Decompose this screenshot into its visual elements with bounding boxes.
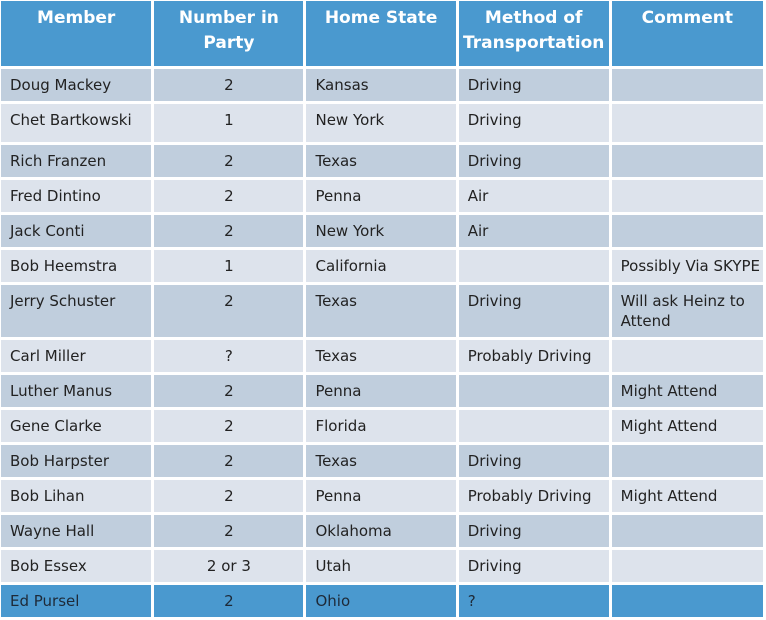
table-row bbox=[1, 375, 763, 407]
cell-number: 2 bbox=[154, 375, 303, 407]
cell-member: Bob Lihan bbox=[1, 480, 151, 512]
cell-number: 2 bbox=[154, 180, 303, 212]
cell-number: 1 bbox=[154, 104, 303, 142]
table-row bbox=[1, 585, 763, 617]
cell-state: California bbox=[306, 250, 455, 282]
table-row bbox=[1, 145, 763, 177]
cell-state: Texas bbox=[306, 145, 455, 177]
cell-number: 2 bbox=[154, 515, 303, 547]
cell-state: Utah bbox=[306, 550, 455, 582]
cell-comment bbox=[612, 104, 763, 142]
cell-member: Chet Bartkowski bbox=[1, 104, 151, 142]
table-row bbox=[1, 104, 763, 142]
cell-method: Air bbox=[459, 180, 609, 212]
cell-comment: Might Attend bbox=[612, 410, 763, 442]
cell-member: Carl Miller bbox=[1, 340, 151, 372]
header-row bbox=[1, 1, 763, 66]
table-row bbox=[1, 180, 763, 212]
cell-state: Florida bbox=[306, 410, 455, 442]
cell-method: Driving bbox=[459, 104, 609, 142]
header-home-state: Home State bbox=[306, 1, 455, 66]
cell-number: 2 bbox=[154, 480, 303, 512]
cell-number: 2 or 3 bbox=[154, 550, 303, 582]
cell-method: Driving bbox=[459, 69, 609, 101]
cell-member: Wayne Hall bbox=[1, 515, 151, 547]
cell-member: Doug Mackey bbox=[1, 69, 151, 101]
header-member: Member bbox=[1, 1, 151, 66]
cell-state: Penna bbox=[306, 375, 455, 407]
cell-method: Driving bbox=[459, 285, 609, 337]
cell-state: Texas bbox=[306, 340, 455, 372]
cell-comment: Might Attend bbox=[612, 480, 763, 512]
header-method-of-transportation: Method of Transportation bbox=[459, 1, 609, 66]
cell-number: 2 bbox=[154, 585, 303, 617]
table-row bbox=[1, 410, 763, 442]
cell-comment bbox=[612, 69, 763, 101]
cell-method: Driving bbox=[459, 550, 609, 582]
cell-comment: Possibly Via SKYPE bbox=[612, 250, 763, 282]
header-comment: Comment bbox=[612, 1, 763, 66]
cell-number: ? bbox=[154, 340, 303, 372]
cell-method: Probably Driving bbox=[459, 340, 609, 372]
cell-comment: Will ask Heinz to Attend bbox=[612, 285, 763, 337]
cell-method: Air bbox=[459, 215, 609, 247]
cell-state: Texas bbox=[306, 445, 455, 477]
cell-method bbox=[459, 375, 609, 407]
cell-number: 2 bbox=[154, 145, 303, 177]
cell-comment bbox=[612, 445, 763, 477]
table-row bbox=[1, 515, 763, 547]
table-row bbox=[1, 285, 763, 337]
cell-method: Probably Driving bbox=[459, 480, 609, 512]
cell-member: Gene Clarke bbox=[1, 410, 151, 442]
cell-member: Jerry Schuster bbox=[1, 285, 151, 337]
table-row bbox=[1, 69, 763, 101]
cell-number: 2 bbox=[154, 215, 303, 247]
cell-member: Fred Dintino bbox=[1, 180, 151, 212]
cell-member: Ed Pursel bbox=[1, 585, 151, 617]
cell-number: 2 bbox=[154, 285, 303, 337]
table-row bbox=[1, 250, 763, 282]
header-number-in-party: Number in Party bbox=[154, 1, 303, 66]
cell-method: Driving bbox=[459, 145, 609, 177]
cell-method bbox=[459, 410, 609, 442]
cell-state: New York bbox=[306, 104, 455, 142]
cell-comment bbox=[612, 585, 763, 617]
cell-member: Bob Harpster bbox=[1, 445, 151, 477]
cell-number: 2 bbox=[154, 410, 303, 442]
cell-comment: Might Attend bbox=[612, 375, 763, 407]
cell-state: Texas bbox=[306, 285, 455, 337]
cell-member: Jack Conti bbox=[1, 215, 151, 247]
cell-state: Penna bbox=[306, 180, 455, 212]
table-row bbox=[1, 215, 763, 247]
cell-method: Driving bbox=[459, 515, 609, 547]
cell-member: Bob Essex bbox=[1, 550, 151, 582]
cell-number: 2 bbox=[154, 445, 303, 477]
table-row bbox=[1, 445, 763, 477]
cell-member: Rich Franzen bbox=[1, 145, 151, 177]
table-row bbox=[1, 340, 763, 372]
cell-comment bbox=[612, 180, 763, 212]
table-row bbox=[1, 480, 763, 512]
table-row bbox=[1, 550, 763, 582]
cell-method: ? bbox=[459, 585, 609, 617]
cell-state: Penna bbox=[306, 480, 455, 512]
cell-method bbox=[459, 250, 609, 282]
cell-comment bbox=[612, 515, 763, 547]
cell-member: Luther Manus bbox=[1, 375, 151, 407]
cell-state: Ohio bbox=[306, 585, 455, 617]
cell-member: Bob Heemstra bbox=[1, 250, 151, 282]
cell-state: Oklahoma bbox=[306, 515, 455, 547]
cell-comment bbox=[612, 340, 763, 372]
cell-number: 2 bbox=[154, 69, 303, 101]
cell-comment bbox=[612, 145, 763, 177]
cell-comment bbox=[612, 215, 763, 247]
cell-method: Driving bbox=[459, 445, 609, 477]
cell-state: New York bbox=[306, 215, 455, 247]
cell-comment bbox=[612, 550, 763, 582]
cell-number: 1 bbox=[154, 250, 303, 282]
cell-state: Kansas bbox=[306, 69, 455, 101]
